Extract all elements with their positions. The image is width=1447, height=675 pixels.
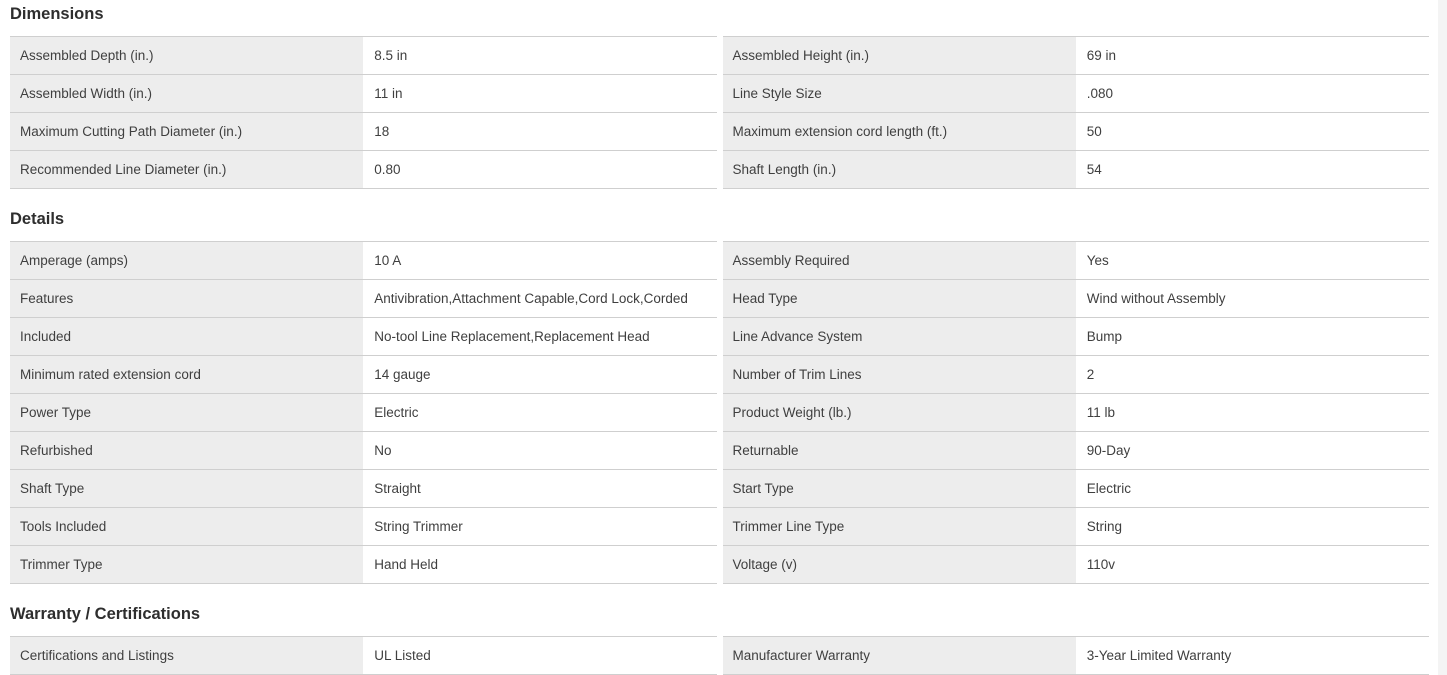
spec-row — [10, 241, 717, 280]
spec-label: Amperage (amps) — [10, 242, 363, 279]
spec-value: 90-Day — [1076, 432, 1429, 469]
spec-row — [723, 241, 1430, 280]
spec-value: 11 in — [363, 75, 716, 112]
spec-grid — [10, 36, 1429, 189]
spec-row — [10, 546, 717, 584]
spec-row — [723, 546, 1430, 584]
section-title: Details — [10, 210, 65, 228]
spec-value: 18 — [363, 113, 716, 150]
spec-section — [10, 604, 1429, 675]
spec-label: Line Style Size — [723, 75, 1076, 112]
spec-label: Start Type — [723, 470, 1076, 507]
spec-row — [10, 356, 717, 394]
spec-label: Tools Included — [10, 508, 363, 545]
spec-row — [723, 75, 1430, 113]
spec-label: Assembly Required — [723, 242, 1076, 279]
spec-value: 110v — [1076, 546, 1429, 583]
spec-value: 50 — [1076, 113, 1429, 150]
spec-row — [10, 508, 717, 546]
spec-row — [10, 113, 717, 151]
spec-value: 8.5 in — [363, 37, 716, 74]
spec-row — [10, 394, 717, 432]
spec-value: 14 gauge — [363, 356, 716, 393]
section-title: Dimensions — [10, 5, 104, 23]
spec-value: 0.80 — [363, 151, 716, 188]
spec-value: 3-Year Limited Warranty — [1076, 637, 1429, 674]
spec-row — [723, 636, 1430, 675]
spec-section — [10, 4, 1429, 189]
spec-label: Maximum Cutting Path Diameter (in.) — [10, 113, 363, 150]
spec-label: Assembled Height (in.) — [723, 37, 1076, 74]
spec-value: 11 lb — [1076, 394, 1429, 431]
spec-row — [723, 394, 1430, 432]
spec-label: Minimum rated extension cord — [10, 356, 363, 393]
spec-row — [10, 36, 717, 75]
spec-label: Shaft Length (in.) — [723, 151, 1076, 188]
spec-value: String — [1076, 508, 1429, 545]
spec-value: Straight — [363, 470, 716, 507]
spec-label: Manufacturer Warranty — [723, 637, 1076, 674]
spec-label: Certifications and Listings — [10, 637, 363, 674]
spec-grid — [10, 636, 1429, 675]
spec-row — [10, 75, 717, 113]
spec-value: .080 — [1076, 75, 1429, 112]
spec-row — [723, 318, 1430, 356]
spec-value: Bump — [1076, 318, 1429, 355]
spec-value: No — [363, 432, 716, 469]
page-edge-strip — [1438, 0, 1447, 675]
spec-row — [723, 432, 1430, 470]
spec-label: Trimmer Type — [10, 546, 363, 583]
spec-label: Returnable — [723, 432, 1076, 469]
spec-row — [723, 113, 1430, 151]
section-title: Warranty / Certifications — [10, 605, 201, 623]
spec-row — [723, 151, 1430, 189]
spec-label: Features — [10, 280, 363, 317]
spec-row — [723, 508, 1430, 546]
spec-row — [723, 280, 1430, 318]
spec-value: Antivibration,Attachment Capable,Cord Lock,Corded — [363, 280, 716, 317]
spec-label: Trimmer Line Type — [723, 508, 1076, 545]
spec-value: No-tool Line Replacement,Replacement Head — [363, 318, 716, 355]
spec-row — [723, 470, 1430, 508]
spec-row — [10, 470, 717, 508]
spec-label: Assembled Width (in.) — [10, 75, 363, 112]
spec-label: Voltage (v) — [723, 546, 1076, 583]
spec-label: Recommended Line Diameter (in.) — [10, 151, 363, 188]
spec-value: Wind without Assembly — [1076, 280, 1429, 317]
spec-label: Maximum extension cord length (ft.) — [723, 113, 1076, 150]
spec-row — [10, 318, 717, 356]
spec-row — [10, 636, 717, 675]
spec-value: 54 — [1076, 151, 1429, 188]
spec-row — [10, 280, 717, 318]
spec-label: Refurbished — [10, 432, 363, 469]
spec-value: Electric — [363, 394, 716, 431]
spec-value: String Trimmer — [363, 508, 716, 545]
spec-label: Product Weight (lb.) — [723, 394, 1076, 431]
spec-value: Hand Held — [363, 546, 716, 583]
spec-row — [10, 432, 717, 470]
spec-value: 69 in — [1076, 37, 1429, 74]
spec-value: Yes — [1076, 242, 1429, 279]
spec-label: Shaft Type — [10, 470, 363, 507]
spec-row — [723, 356, 1430, 394]
spec-label: Line Advance System — [723, 318, 1076, 355]
spec-label: Included — [10, 318, 363, 355]
spec-grid — [10, 241, 1429, 584]
spec-label: Assembled Depth (in.) — [10, 37, 363, 74]
spec-label: Power Type — [10, 394, 363, 431]
spec-row — [10, 151, 717, 189]
spec-row — [723, 36, 1430, 75]
spec-value: 2 — [1076, 356, 1429, 393]
spec-label: Head Type — [723, 280, 1076, 317]
spec-value: UL Listed — [363, 637, 716, 674]
spec-section — [10, 209, 1429, 584]
spec-value: 10 A — [363, 242, 716, 279]
spec-label: Number of Trim Lines — [723, 356, 1076, 393]
spec-value: Electric — [1076, 470, 1429, 507]
